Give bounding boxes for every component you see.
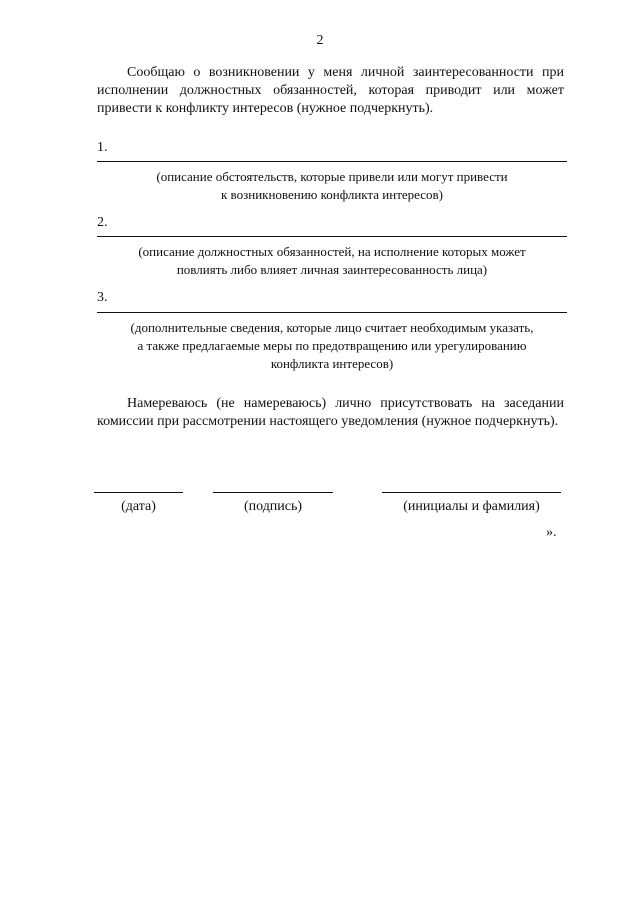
item-fill-line-3 [97, 312, 567, 313]
item-caption-2-line-2: повлиять либо влияет личная заинтересованность лица) [176, 262, 488, 277]
item-caption-2 [97, 243, 567, 279]
item-caption-1-line-2: к возникновению конфликта интересов) [220, 187, 443, 202]
page-number: 2 [316, 33, 324, 48]
item-caption-3-line-2: а также предлагаемые меры по предотвращению или урегулированию [137, 338, 527, 353]
attendance-paragraph: Намереваюсь (не намереваюсь) лично присутствовать на заседании комиссии при рассмотрении настоящего уведомления (нужное подчеркнуть). [97, 396, 564, 429]
item-number-2: 2. [97, 215, 108, 230]
name-line [382, 492, 561, 493]
item-caption-1-line-1: (описание обстоятельств, которые привели или могут привести [156, 169, 508, 184]
item-caption-2-line-1: (описание должностных обязанностей, на исполнение которых может [138, 244, 526, 259]
item-caption-3-line-1: (дополнительные сведения, которые лицо считает необходимым указать, [130, 320, 534, 335]
item-fill-line-1 [97, 161, 567, 162]
date-line [94, 492, 183, 493]
closing-mark: ». [546, 525, 557, 540]
name-label: (инициалы и фамилия) [403, 499, 540, 514]
item-caption-1 [97, 168, 567, 204]
signature-label: (подпись) [243, 499, 303, 514]
item-fill-line-2 [97, 236, 567, 237]
item-caption-3-line-3: конфликта интересов) [270, 356, 394, 371]
signature-line [213, 492, 333, 493]
item-number-1: 1. [97, 140, 108, 155]
item-caption-3 [97, 319, 567, 373]
item-number-3: 3. [97, 290, 108, 305]
intro-paragraph: Сообщаю о возникновении у меня личной заинтересованности при исполнении должностных обязанностей, которая приводит или может привести к конфликту интересов (нужное подчеркнуть). [97, 65, 564, 116]
date-label: (дата) [121, 499, 156, 514]
